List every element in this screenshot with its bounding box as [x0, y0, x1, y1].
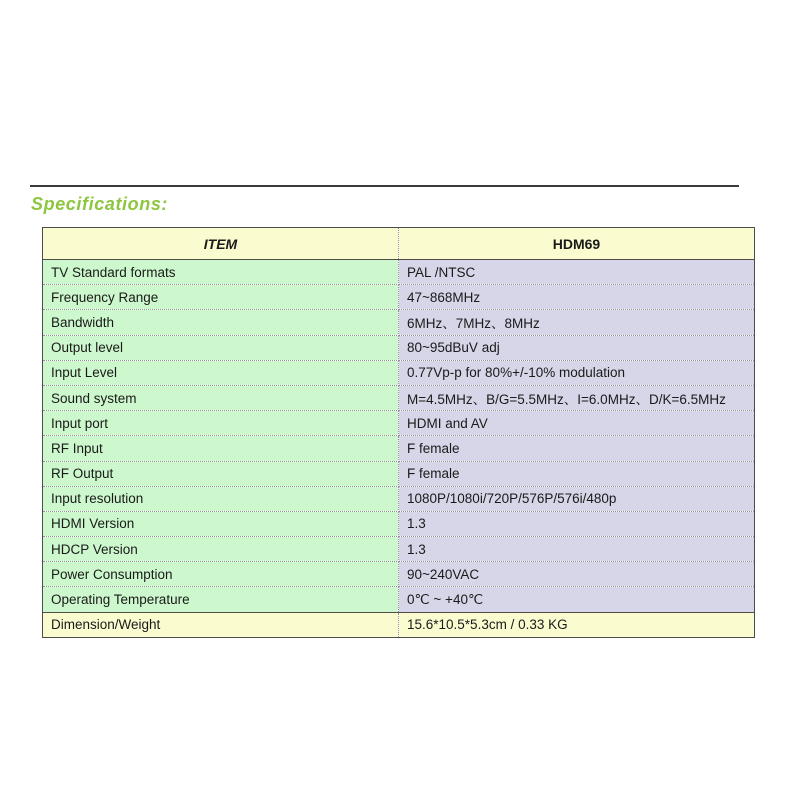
spec-item-label: Bandwidth — [43, 310, 399, 335]
table-row — [43, 260, 755, 285]
column-header-hdm69: HDM69 — [399, 228, 755, 260]
spec-item-label: Frequency Range — [43, 285, 399, 310]
table-row — [43, 411, 755, 436]
spec-item-value: 1.3 — [399, 537, 755, 562]
table-row — [43, 562, 755, 587]
spec-table — [42, 227, 755, 638]
spec-item-value: 0.77Vp-p for 80%+/-10% modulation — [399, 360, 755, 385]
spec-item-label: HDCP Version — [43, 537, 399, 562]
spec-item-value: 90~240VAC — [399, 562, 755, 587]
spec-item-value: PAL /NTSC — [399, 260, 755, 285]
table-row — [43, 587, 755, 612]
table-row — [43, 310, 755, 335]
spec-item-value: 1.3 — [399, 511, 755, 536]
table-row — [43, 537, 755, 562]
table-row — [43, 335, 755, 360]
spec-item-label: Input resolution — [43, 486, 399, 511]
spec-item-label: HDMI Version — [43, 511, 399, 536]
spec-item-value: 47~868MHz — [399, 285, 755, 310]
spec-item-value: HDMI and AV — [399, 411, 755, 436]
table-row — [43, 385, 755, 410]
specifications-heading: Specifications: — [31, 194, 169, 214]
spec-item-label: TV Standard formats — [43, 260, 399, 285]
spec-item-label: Dimension/Weight — [43, 612, 399, 637]
spec-item-value: 0℃ ~ +40℃ — [399, 587, 755, 612]
table-row — [43, 486, 755, 511]
table-row — [43, 511, 755, 536]
table-row — [43, 436, 755, 461]
spec-item-value: M=4.5MHz、B/G=5.5MHz、I=6.0MHz、D/K=6.5MHz — [399, 385, 755, 410]
column-header-item: ITEM — [43, 228, 399, 260]
spec-item-label: Power Consumption — [43, 562, 399, 587]
table-header-row — [43, 228, 755, 260]
spec-item-value: 15.6*10.5*5.3cm / 0.33 KG — [399, 612, 755, 637]
spec-item-value: 6MHz、7MHz、8MHz — [399, 310, 755, 335]
spec-item-label: Output level — [43, 335, 399, 360]
spec-item-label: Input port — [43, 411, 399, 436]
table-row-dimension-weight — [43, 612, 755, 637]
spec-item-value: 1080P/1080i/720P/576P/576i/480p — [399, 486, 755, 511]
table-row — [43, 461, 755, 486]
spec-item-label: Operating Temperature — [43, 587, 399, 612]
spec-item-value: 80~95dBuV adj — [399, 335, 755, 360]
divider-line — [30, 185, 739, 187]
spec-item-label: Sound system — [43, 385, 399, 410]
spec-item-label: RF Output — [43, 461, 399, 486]
spec-item-label: Input Level — [43, 360, 399, 385]
spec-item-label: RF Input — [43, 436, 399, 461]
spec-item-value: F female — [399, 436, 755, 461]
table-row — [43, 285, 755, 310]
table-row — [43, 360, 755, 385]
spec-item-value: F female — [399, 461, 755, 486]
